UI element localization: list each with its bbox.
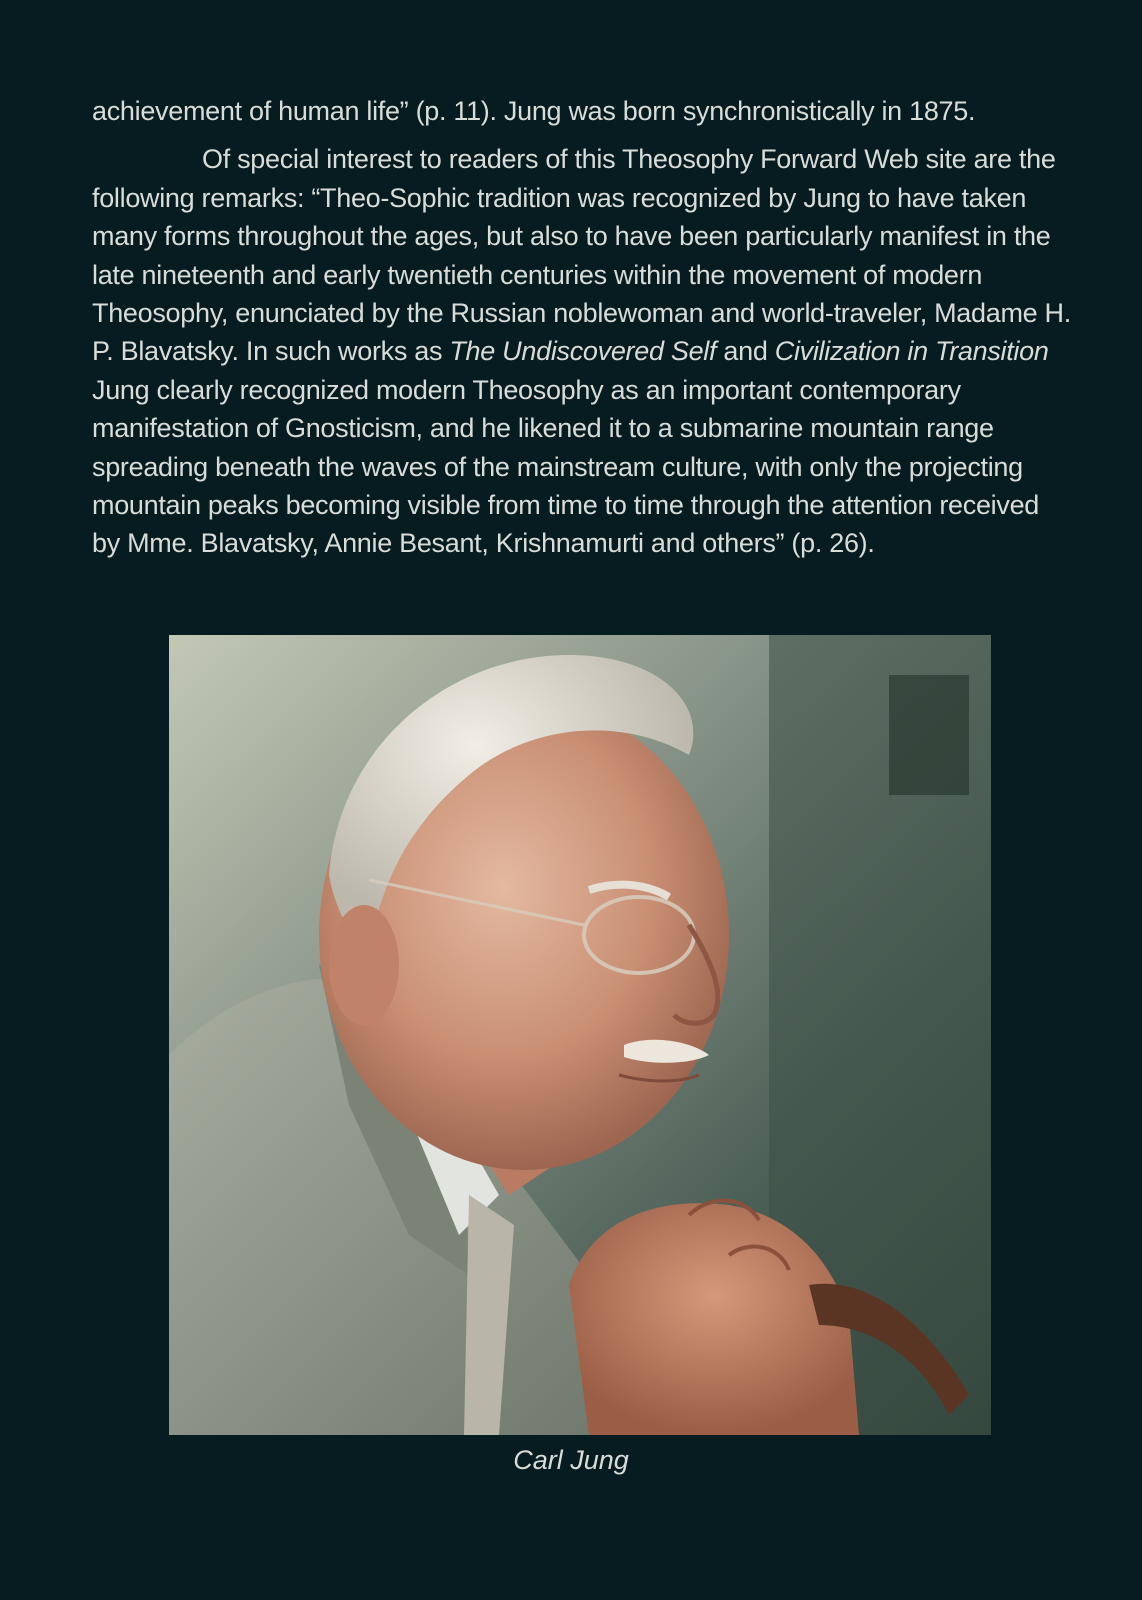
article-text [92, 92, 1072, 563]
portrait-photo [169, 635, 991, 1435]
photo-caption: Carl Jung [513, 1445, 629, 1475]
paragraph-2 [92, 140, 1072, 562]
paragraph-2-part-3: Jung clearly recognized modern Theosophy as an important contemporary manifestation of Gnosticism, and he likened it to a submarine mountain range spreading beneath the waves of the mainstream culture, with only the projecting mountain peaks becoming visible from time to time through the attention received by Mme. Blavatsky, Annie Besant, Krishnamurti and others” (p. 26). [92, 374, 1040, 559]
paragraph-2-part-2: and [716, 336, 775, 367]
paragraph-1: achievement of human life” (p. 11). Jung was born synchronistically in 1875. [92, 96, 976, 126]
portrait-illustration [169, 635, 991, 1435]
book-title-undiscovered-self: The Undiscovered Self [449, 336, 717, 367]
book-title-civilization-in-transition: Civilization in Transition [774, 336, 1049, 367]
paragraph-2-part-1: Of special interest to readers of this Theosophy Forward Web site are the following remarks: “Theo-Sophic tradition was recognized by Jung to have taken many forms throughout the ages, but also to have been particularly manifest in the late nineteenth and early twentieth centuries within the movement of modern Theosophy, enunciated by the Russian noblewoman and world-traveler, Madame H. P. Blavatsky. In such works as [92, 144, 1071, 367]
